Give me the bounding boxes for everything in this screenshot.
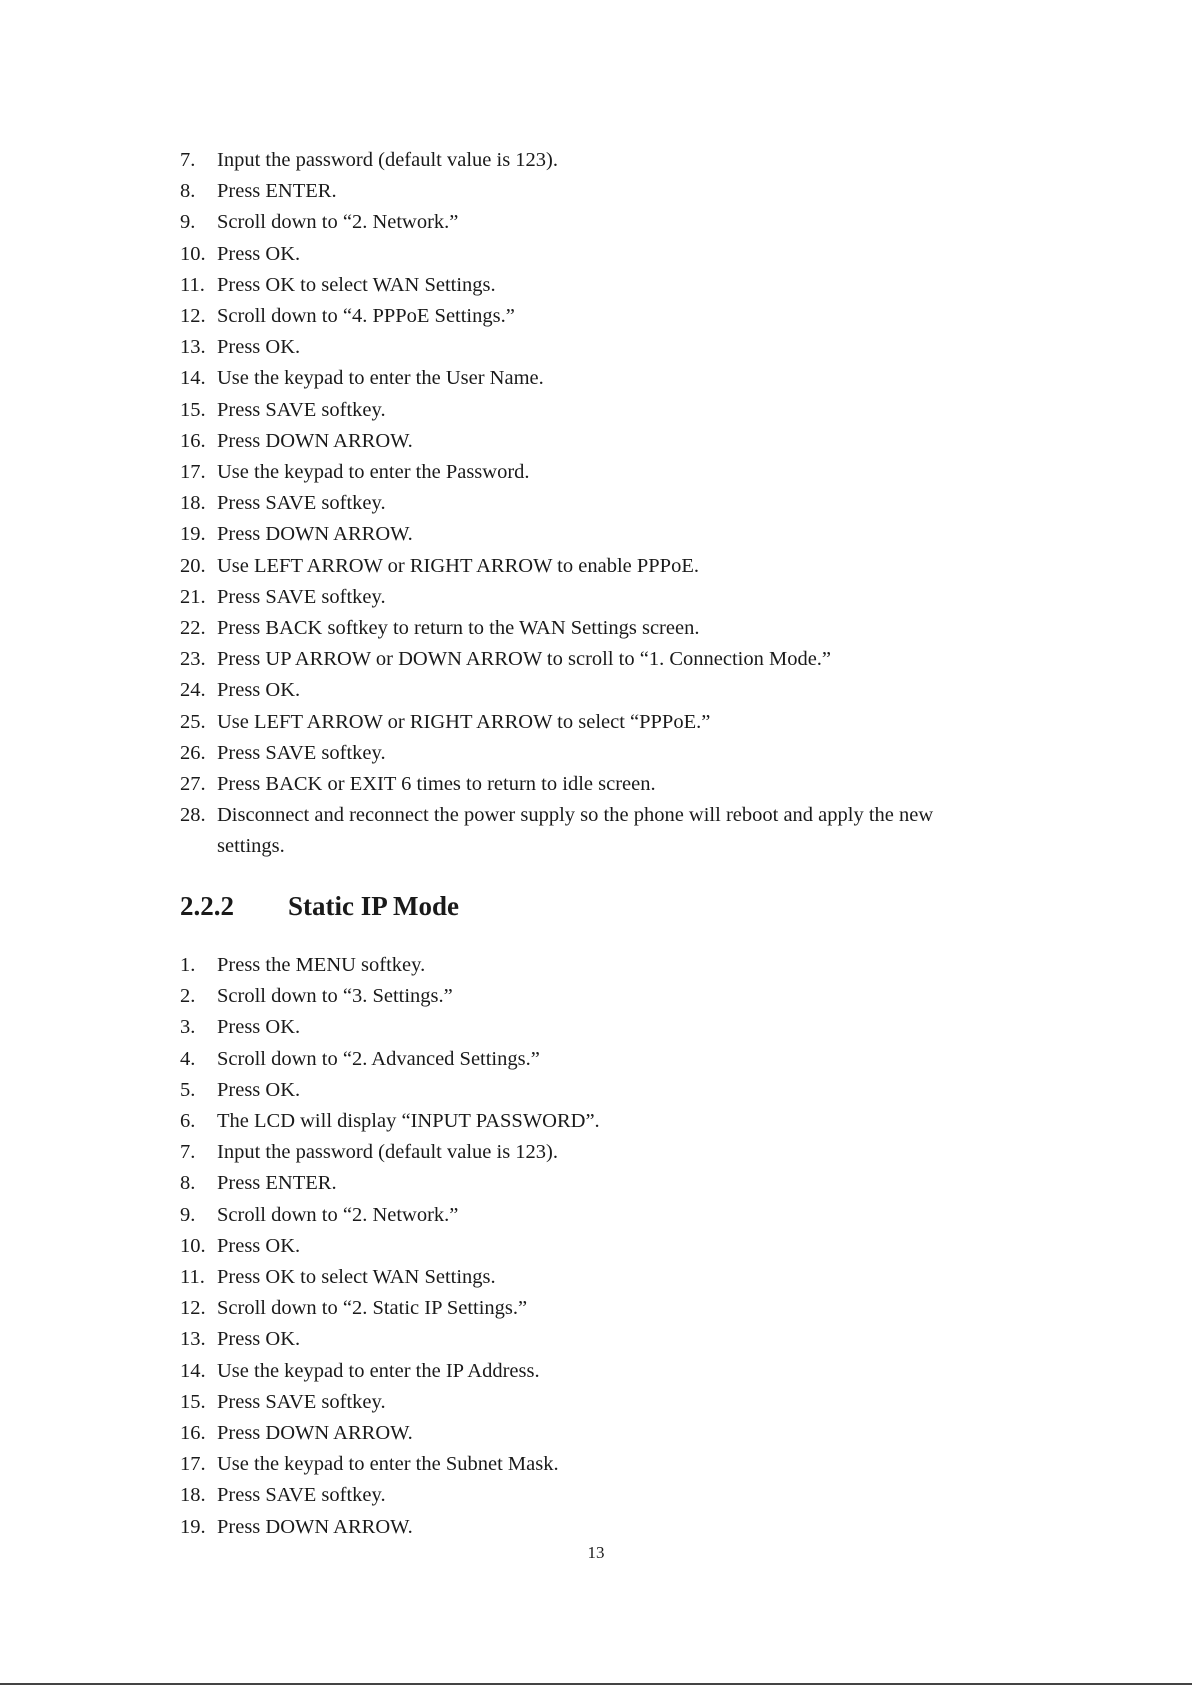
step-item: [180, 1324, 1020, 1355]
step-text: Press UP ARROW or DOWN ARROW to scroll to “1. Connection Mode.”: [217, 648, 832, 671]
step-number: 5.: [180, 1078, 196, 1101]
step-number: 13.: [180, 1328, 206, 1351]
step-number: 4.: [180, 1047, 196, 1070]
step-text: Press SAVE softkey.: [217, 398, 386, 421]
step-number: 14.: [180, 367, 206, 390]
step-text: Disconnect and reconnect the power supply so the phone will reboot and apply the new: [217, 804, 934, 827]
step-item: [180, 1262, 1020, 1293]
step-text: Scroll down to “2. Network.”: [217, 211, 459, 234]
step-text: Scroll down to “4. PPPoE Settings.”: [217, 305, 515, 328]
static-ip-steps-list: [180, 950, 1020, 1543]
step-item: [180, 675, 1020, 706]
step-number: 7.: [180, 1141, 196, 1164]
step-item: [180, 950, 1020, 981]
step-number: 15.: [180, 1390, 206, 1413]
step-text: Press OK.: [217, 679, 301, 702]
step-item: [180, 1418, 1020, 1449]
step-number: 8.: [180, 180, 196, 203]
step-item: [180, 551, 1020, 582]
step-item: [180, 457, 1020, 488]
step-item: [180, 1449, 1020, 1480]
step-number: 16.: [180, 1422, 206, 1445]
step-number: 17.: [180, 461, 206, 484]
step-number: 16.: [180, 429, 206, 452]
step-number: 3.: [180, 1016, 196, 1039]
step-item: [180, 488, 1020, 519]
step-item: [180, 270, 1020, 301]
step-number: 24.: [180, 679, 206, 702]
step-number: 10.: [180, 1234, 206, 1257]
step-number: 12.: [180, 1297, 206, 1320]
step-item: [180, 582, 1020, 613]
step-item: [180, 644, 1020, 675]
section-title: Static IP Mode: [288, 891, 459, 921]
step-text: Press SAVE softkey.: [217, 1390, 386, 1413]
step-item: [180, 707, 1020, 738]
page-number: 13: [587, 1543, 605, 1562]
step-number: 27.: [180, 773, 206, 796]
step-text: Press DOWN ARROW.: [217, 1422, 413, 1445]
step-item: [180, 426, 1020, 457]
step-text: Press SAVE softkey.: [217, 585, 386, 608]
step-number: 23.: [180, 648, 206, 671]
step-item: [180, 1044, 1020, 1075]
step-text: Press the MENU softkey.: [217, 954, 426, 976]
step-number: 9.: [180, 1203, 196, 1226]
step-number: 19.: [180, 1515, 206, 1538]
step-text: Press DOWN ARROW.: [217, 429, 413, 452]
step-item: [180, 1075, 1020, 1106]
step-item: [180, 207, 1020, 238]
step-number: 18.: [180, 492, 206, 515]
step-text: Use the keypad to enter the Password.: [217, 461, 530, 484]
step-text: Use LEFT ARROW or RIGHT ARROW to enable PPPoE.: [217, 554, 699, 577]
section-number: 2.2.2: [180, 891, 234, 921]
step-text: Press OK.: [217, 336, 301, 359]
step-text: Press DOWN ARROW.: [217, 1515, 413, 1538]
step-text: Press SAVE softkey.: [217, 741, 386, 764]
step-item: [180, 145, 1020, 176]
step-number: 25.: [180, 710, 206, 733]
step-text: Scroll down to “2. Advanced Settings.”: [217, 1047, 540, 1070]
step-number: 19.: [180, 523, 206, 546]
step-number: 8.: [180, 1172, 196, 1195]
step-number: 1.: [180, 954, 196, 976]
step-text: Press ENTER.: [217, 180, 337, 203]
step-number: 22.: [180, 617, 206, 640]
step-number: 18.: [180, 1484, 206, 1507]
step-text: Press OK.: [217, 1016, 301, 1039]
step-number: 26.: [180, 741, 206, 764]
step-number: 12.: [180, 305, 206, 328]
step-text: Press OK.: [217, 242, 301, 265]
step-item: [180, 1356, 1020, 1387]
step-item: [180, 239, 1020, 270]
step-item: [180, 981, 1020, 1012]
step-item: [180, 613, 1020, 644]
step-text: Use the keypad to enter the User Name.: [217, 367, 544, 390]
step-item: [180, 769, 1020, 800]
step-item: [180, 1512, 1020, 1543]
step-text: Press OK.: [217, 1078, 301, 1101]
step-text: Press OK to select WAN Settings.: [217, 1266, 496, 1289]
step-item: [180, 301, 1020, 332]
step-text: The LCD will display “INPUT PASSWORD”.: [217, 1110, 600, 1133]
step-number: 15.: [180, 398, 206, 421]
step-number: 7.: [180, 149, 196, 171]
step-text: Input the password (default value is 123).: [217, 149, 559, 171]
step-text: Scroll down to “3. Settings.”: [217, 985, 453, 1008]
step-number: 11.: [180, 273, 205, 296]
step-text: Press OK.: [217, 1234, 301, 1257]
step-number: 28.: [180, 804, 206, 827]
step-number: 11.: [180, 1266, 205, 1289]
step-text: Use LEFT ARROW or RIGHT ARROW to select “PPPoE.”: [217, 710, 711, 733]
step-number: 21.: [180, 585, 206, 608]
step-item: [180, 738, 1020, 769]
step-item: [180, 363, 1020, 394]
step-item: [180, 1231, 1020, 1262]
step-text: Input the password (default value is 123).: [217, 1141, 559, 1164]
step-text: Press BACK or EXIT 6 times to return to idle screen.: [217, 773, 656, 796]
step-number: 14.: [180, 1359, 206, 1382]
step-item: [180, 395, 1020, 426]
step-text: Press ENTER.: [217, 1172, 337, 1195]
step-item: [180, 519, 1020, 550]
step-text: Use the keypad to enter the Subnet Mask.: [217, 1453, 559, 1476]
step-item: [180, 1293, 1020, 1324]
step-text: Scroll down to “2. Network.”: [217, 1203, 459, 1226]
step-item: [180, 800, 1020, 862]
step-text: Press DOWN ARROW.: [217, 523, 413, 546]
step-text: Scroll down to “2. Static IP Settings.”: [217, 1297, 528, 1320]
step-text-continuation: settings.: [217, 835, 285, 858]
step-number: 10.: [180, 242, 206, 265]
step-text: Press SAVE softkey.: [217, 492, 386, 515]
step-number: 20.: [180, 554, 206, 577]
step-number: 17.: [180, 1453, 206, 1476]
step-text: Press BACK softkey to return to the WAN Settings screen.: [217, 617, 700, 640]
step-item: [180, 1137, 1020, 1168]
step-item: [180, 1480, 1020, 1511]
step-item: [180, 1012, 1020, 1043]
section-heading: [180, 889, 459, 923]
step-item: [180, 1168, 1020, 1199]
step-number: 9.: [180, 211, 196, 234]
step-item: [180, 176, 1020, 207]
step-number: 13.: [180, 336, 206, 359]
step-text: Press OK.: [217, 1328, 301, 1351]
step-item: [180, 332, 1020, 363]
step-text: Press SAVE softkey.: [217, 1484, 386, 1507]
step-item: [180, 1387, 1020, 1418]
pppoe-steps-list: [180, 145, 1020, 863]
step-text: Press OK to select WAN Settings.: [217, 273, 496, 296]
step-item: [180, 1200, 1020, 1231]
step-text: Use the keypad to enter the IP Address.: [217, 1359, 540, 1382]
step-number: 6.: [180, 1110, 196, 1133]
step-number: 2.: [180, 985, 196, 1008]
step-item: [180, 1106, 1020, 1137]
